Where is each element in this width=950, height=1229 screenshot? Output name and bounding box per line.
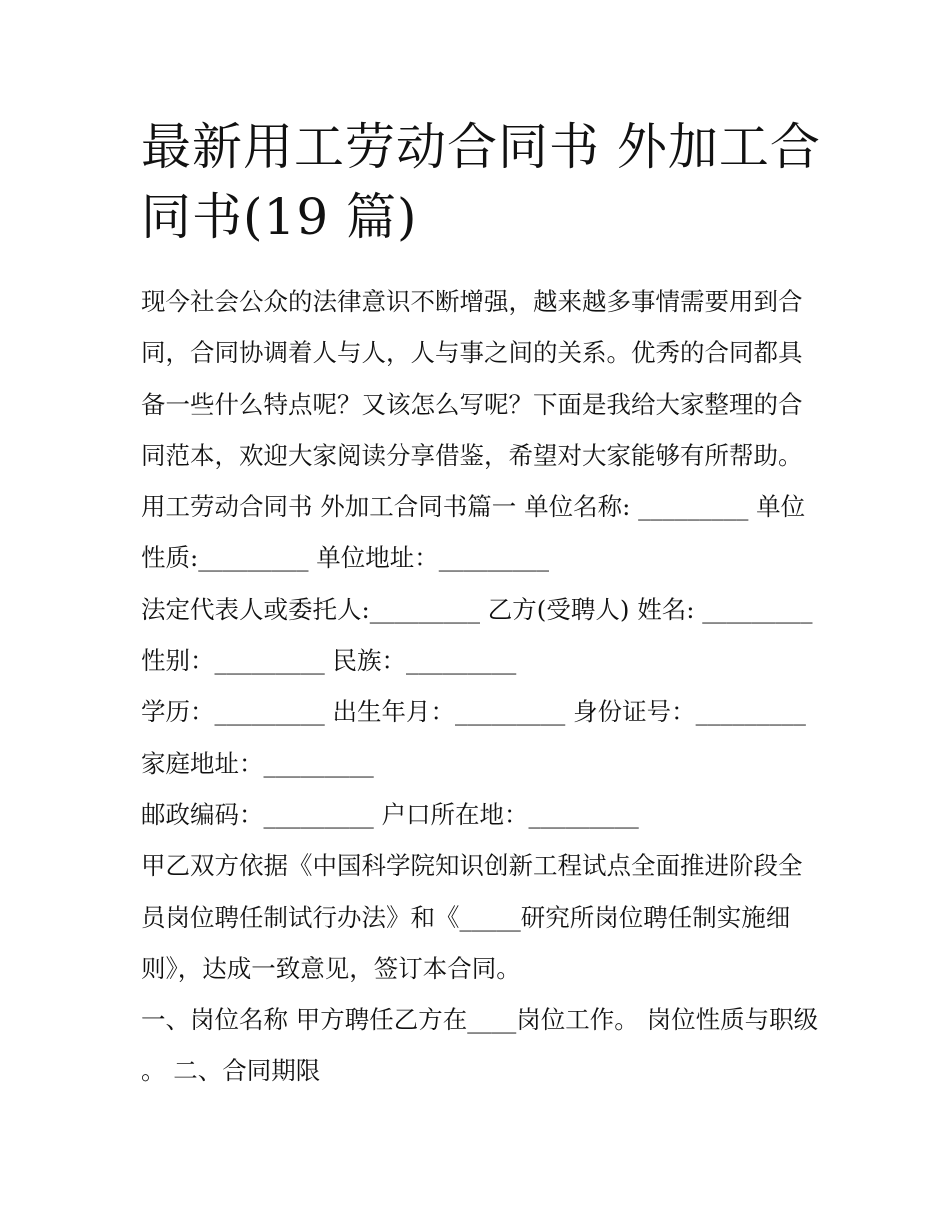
postal-paragraph: 邮政编码：_________ 户口所在地：_________ (141, 799, 639, 829)
intro-paragraph: 现今社会公众的法律意识不断增强，越来越多事情需要用到合同，合同协调着人与人，人与事之间的关系。优秀的合同都具备一些什么特点呢？又该怎么写呢？下面是我给大家整理的合同范本，欢迎大家阅读分享借鉴，希望对大家能够有所帮助。 (141, 287, 803, 470)
document-title: 最新用工劳动合同书 外加工合同书(19 篇) (141, 118, 821, 246)
document-page (141, 112, 826, 1097)
position-term-paragraph: 一、岗位名称 甲方聘任乙方在____岗位工作。 岗位性质与职级 。 二、合同期限 (141, 1005, 826, 1086)
education-paragraph: 学历：_________ 出生年月：_________ 身份证号：_________ 家庭地址：_________ (141, 697, 814, 778)
document-body (141, 276, 826, 1097)
agreement-basis-paragraph: 甲乙双方依据《中国科学院知识创新工程试点全面推进阶段全员岗位聘任制试行办法》和《_____研究所岗位聘任制实施细则》，达成一致意见，签订本合同。 (141, 851, 803, 983)
employer-info-paragraph: 用工劳动合同书 外加工合同书篇一 单位名称: _________ 单位性质:_________ 单位地址：_________ (141, 492, 806, 573)
representative-paragraph: 法定代表人或委托人:_________ 乙方(受聘人) 姓名: _________ 性别：_________ 民族：_________ (141, 594, 821, 676)
